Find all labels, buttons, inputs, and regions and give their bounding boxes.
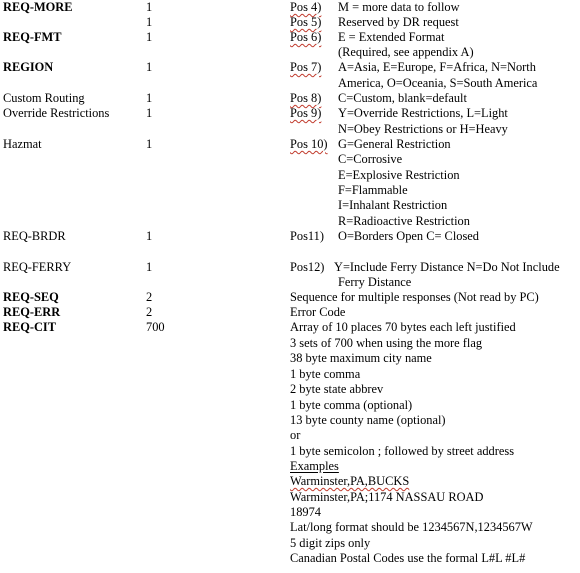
field-name-req-more: REQ-MORE	[3, 0, 73, 14]
field-size: 2	[146, 290, 153, 304]
position-marker: Pos11)	[290, 229, 324, 243]
description-line: O=Borders Open C= Closed	[338, 229, 479, 243]
position-marker: Pos 9)	[290, 106, 322, 120]
description-line: Canadian Postal Codes use the formal L#L #L#	[290, 551, 526, 565]
description-line: Y=Override Restrictions, L=Light	[338, 106, 508, 120]
description-line: G=General Restriction	[338, 137, 451, 151]
description-line: (Required, see appendix A)	[338, 45, 474, 59]
description-line: 1 byte comma (optional)	[290, 398, 413, 412]
description-line: M = more data to follow	[338, 0, 460, 14]
position-marker: Pos 7)	[290, 60, 322, 74]
description-line: Reserved by DR request	[338, 15, 459, 29]
description-line: F=Flammable	[338, 183, 408, 197]
field-size: 1	[146, 15, 153, 29]
field-size: 700	[146, 320, 165, 334]
field-name-req-cit: REQ-CIT	[3, 320, 57, 334]
description-line: 13 byte county name (optional)	[290, 413, 446, 427]
position-marker: Pos 10)	[290, 137, 328, 151]
description-line: 38 byte maximum city name	[290, 351, 432, 365]
field-name-region: REGION	[3, 60, 54, 74]
field-name-req-brdr: REQ-BRDR	[3, 229, 66, 243]
description-line: 5 digit zips only	[290, 536, 371, 550]
description-line: America, O=Oceania, S=South America	[338, 76, 538, 90]
description-line: or	[290, 428, 301, 442]
description-line: Y=Include Ferry Distance N=Do Not Include	[334, 260, 560, 274]
description-line: Warminster,PA;1174 NASSAU ROAD	[290, 490, 484, 504]
description-line: 1 byte semicolon ; followed by street address	[290, 444, 515, 458]
position-marker: Pos 6)	[290, 30, 322, 44]
description-line: I=Inhalant Restriction	[338, 198, 448, 212]
description-line: Error Code	[290, 305, 346, 319]
field-name-hazmat: Hazmat	[3, 137, 42, 151]
field-name-req-fmt: REQ-FMT	[3, 30, 62, 44]
description-line: E=Explosive Restriction	[338, 168, 460, 182]
field-size: 1	[146, 0, 153, 14]
description-line: Lat/long format should be 1234567N,1234567W	[290, 520, 533, 534]
description-line: Array of 10 places 70 bytes each left justified	[290, 320, 516, 334]
description-line: 1 byte comma	[290, 367, 361, 381]
field-size: 2	[146, 305, 153, 319]
field-size: 1	[146, 30, 153, 44]
position-marker: Pos12)	[290, 260, 325, 274]
description-line: C=Corrosive	[338, 152, 403, 166]
field-name-req-ferry: REQ-FERRY	[3, 260, 72, 274]
field-size: 1	[146, 260, 153, 274]
field-size: 1	[146, 106, 153, 120]
description-line: N=Obey Restrictions or H=Heavy	[338, 122, 508, 136]
field-name-custom-routing: Custom Routing	[3, 91, 85, 105]
description-line: C=Custom, blank=default	[338, 91, 467, 105]
field-size: 1	[146, 229, 153, 243]
description-line: 18974	[290, 505, 321, 519]
field-name-req-seq: REQ-SEQ	[3, 290, 59, 304]
field-size: 1	[146, 60, 153, 74]
description-line: R=Radioactive Restriction	[338, 214, 470, 228]
description-line: A=Asia, E=Europe, F=Africa, N=North	[338, 60, 536, 74]
position-marker: Pos 5)	[290, 15, 322, 29]
description-line: Warminster,PA,BUCKS	[290, 474, 410, 488]
description-line: Ferry Distance	[338, 275, 412, 289]
position-marker: Pos 8)	[290, 91, 322, 105]
description-line: E = Extended Format	[338, 30, 445, 44]
field-size: 1	[146, 137, 153, 151]
description-line: 3 sets of 700 when using the more flag	[290, 336, 483, 350]
description-line: 2 byte state abbrev	[290, 382, 384, 396]
position-marker: Pos 4)	[290, 0, 322, 14]
examples-heading: Examples	[290, 459, 339, 473]
field-size: 1	[146, 91, 153, 105]
description-line: Sequence for multiple responses (Not read by PC)	[290, 290, 539, 304]
field-name-override-restrictions: Override Restrictions	[3, 106, 110, 120]
field-name-req-err: REQ-ERR	[3, 305, 61, 319]
